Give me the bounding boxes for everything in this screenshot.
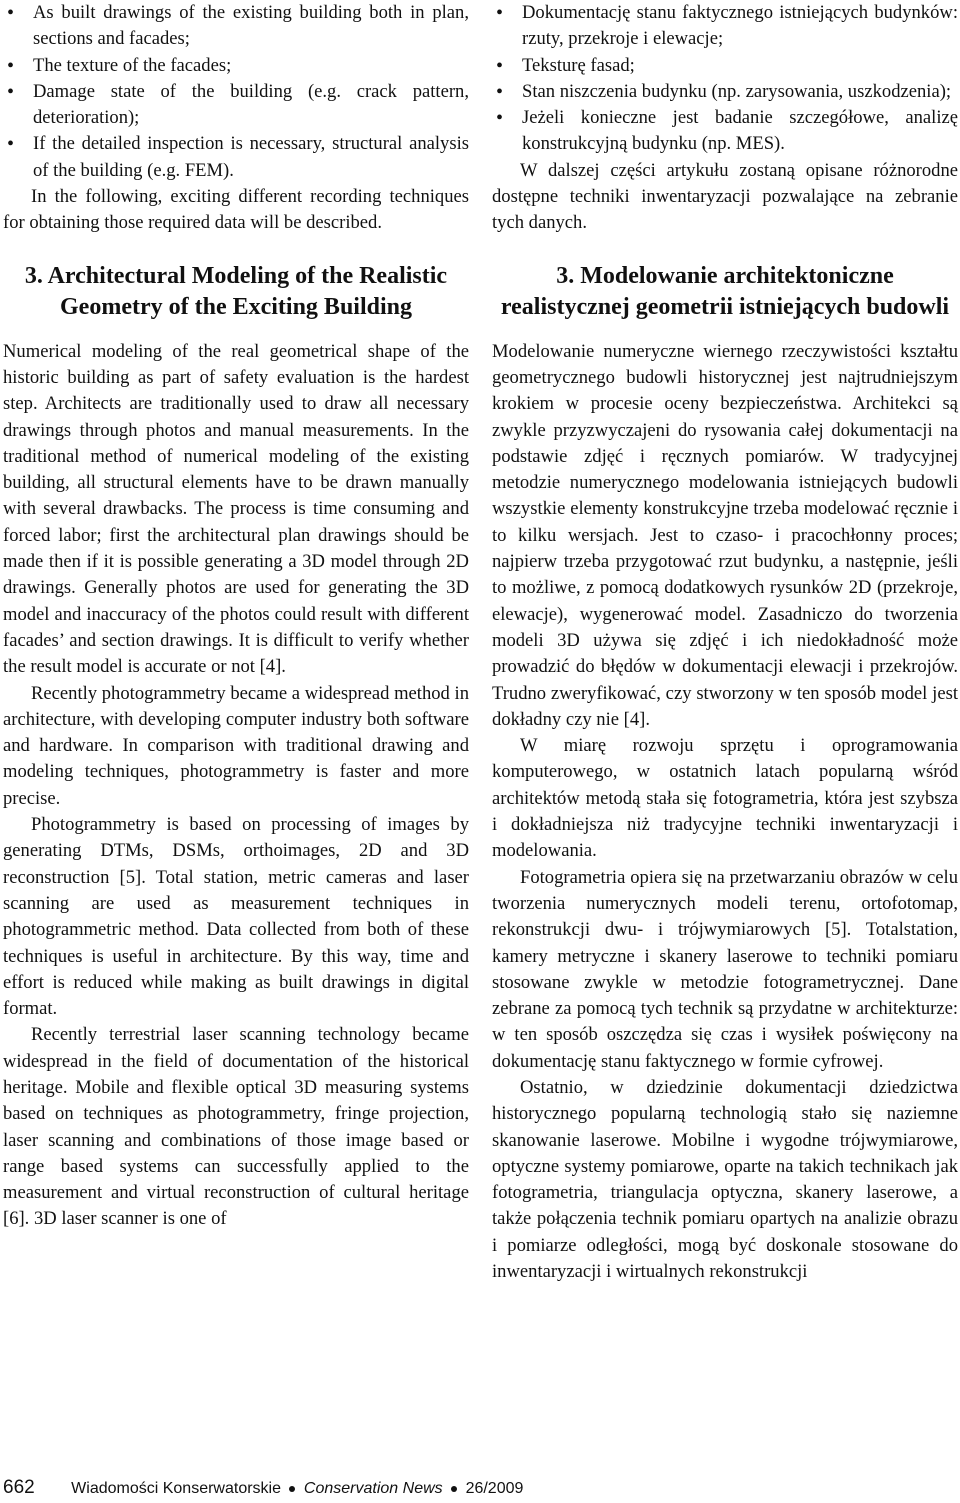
list-item: • Dokumentację stanu faktycznego istniejących budynków: rzuty, przekroje i elewacje; bbox=[492, 0, 958, 53]
page-number: 662 bbox=[3, 1477, 35, 1498]
list-item: • Teksturę fasad; bbox=[492, 53, 958, 79]
body-paragraph: Recently photogrammetry became a widespread method in architecture, with developing computer industry both software and hardware. In comparison with traditional drawing and modeling techniques, photogrammetry is faster and more precise. bbox=[3, 682, 469, 809]
separator-dot-icon bbox=[289, 1486, 295, 1492]
page-footer bbox=[3, 1478, 523, 1499]
body-paragraph: Photogrammetry is based on processing of images by generating DTMs, DSMs, orthoimages, 2D and 3D reconstruction [5]. Total station, metric cameras and laser scanning are used as measurement techniques in photogrammetric method. Data collected from both of these techniques is useful in architecture. By this way, time and effort is reduced while making as built drawings in digital format. bbox=[3, 814, 469, 1020]
list-item: • Stan niszczenia budynku (np. zarysowania, uszkodzenia); bbox=[492, 79, 958, 105]
body-paragraph: Recently terrestrial laser scanning technology became widespread in the field of documentation of the historical heritage. Mobile and flexible optical 3D measuring systems based on techniques as photogrammetry, fringe projection, laser scanning and combinations of those image based or range based systems can successfully applied to the measurement and virtual reconstruction of cultural heritage [6]. 3D laser scanner is one of bbox=[3, 1024, 469, 1230]
issue-number: 26/2009 bbox=[465, 1480, 524, 1497]
list-item: • Damage state of the building (e.g. crack pattern, deterioration); bbox=[3, 79, 469, 132]
right-bullet-list bbox=[492, 0, 958, 158]
list-item: • As built drawings of the existing building both in plan, sections and facades; bbox=[3, 0, 469, 53]
list-item: • Jeżeli konieczne jest badanie szczegółowe, analizę konstrukcyjną budynku (np. MES). bbox=[492, 105, 958, 158]
left-column-english bbox=[3, 0, 469, 1233]
right-column-polish bbox=[492, 0, 958, 1285]
section-heading: 3. Modelowanie architektoniczne realistycznej geometrii istniejących budowli bbox=[500, 262, 950, 320]
intro-paragraph: In the following, exciting different recording techniques for obtaining those required data will be described. bbox=[3, 186, 469, 234]
left-bullet-list bbox=[3, 0, 469, 184]
list-item: • If the detailed inspection is necessary, structural analysis of the building (e.g. FEM). bbox=[3, 131, 469, 184]
section-heading: 3. Architectural Modeling of the Realistic Geometry of the Exciting Building bbox=[24, 262, 448, 320]
journal-title-english: Conservation News bbox=[303, 1480, 443, 1497]
body-paragraph: Fotogrametria opiera się na przetwarzaniu obrazów w celu tworzenia numerycznych modeli terenu, ortofotomap, rekonstrukcji dwu- i trójwymiarowych [5]. Totalstation, kamery metryczne i skanery laserowe to techniki pomiaru stosowane zwykle w metodzie fotogrametrycznej. Dane zebrane za pomocą tych technik są przydatne w architekturze: w ten sposób oszczędza się czas i wysiłek poświęcony na dokumentację stanu faktycznego w formie cyfrowej. bbox=[492, 866, 958, 1072]
body-paragraph: Numerical modeling of the real geometrical shape of the historic building as part of safety evaluation is the hardest step. Architects are traditionally used to draw all necessary drawings through photos and manual measurements. In the traditional method of numerical modeling of the existing building, all structural elements have to be drawn manually with several drawbacks. The process is time consuming and forced labor; first the architectural plan drawings should be made then if it is possible generating a 3D model through 2D drawings. Generally photos are used for generating the 3D model and inaccuracy of the photos could result with different facades’ and section drawings. It is difficult to verify whether the result model is accurate or not [4]. bbox=[3, 340, 469, 678]
body-paragraph: W miarę rozwoju sprzętu i oprogramowania komputerowego, w ostatnich latach popularną wśród architektów metodą stała się fotogrametria, która jest szybsza i dokładniejsza niż tradycyjne techniki inwentaryzacji i modelowania. bbox=[492, 735, 958, 862]
intro-paragraph: W dalszej części artykułu zostaną opisane różnorodne dostępne techniki inwentaryzacji pozwalające na zebranie tych danych. bbox=[492, 159, 958, 234]
separator-dot-icon bbox=[451, 1486, 457, 1492]
body-paragraph: Ostatnio, w dziedzinie dokumentacji dziedzictwa historycznego popularną technologią stało się naziemne skanowanie laserowe. Mobilne i wygodne trójwymiarowe, optyczne systemy pomiarowe, oparte na takich technikach jak fotogrametria, triangulacja optyczna, skanery laserowe, a także połączenia technik pomiaru opartych na analizie obrazu i pomiarze odległości, mogą być doskonale stosowane do inwentaryzacji i wirtualnych rekonstrukcji bbox=[492, 1076, 958, 1283]
list-item: • The texture of the facades; bbox=[3, 53, 469, 79]
journal-title-polish: Wiadomości Konserwatorskie bbox=[71, 1480, 282, 1497]
body-paragraph: Modelowanie numeryczne wiernego rzeczywistości kształtu geometrycznego budowli historycznej jest najtrudniejszym krokiem w procesie oceny bezpieczeństwa. Architekci są zwykle przyzwyczajeni do rysowania całej dokumentacji na podstawie zdjęć i ręcznych pomiarów. W tradycyjnej metodzie numerycznego modelowania istniejących budowli wszystkie elementy konstrukcyjne trzeba modelować ręcznie i to kilku wersjach. Jest to czaso- i pracochłonny proces; najpierw trzeba przygotować rzut budynku, a następnie, jeśli to możliwe, z pomocą dodatkowych rysunków 2D (przekroje, elewacje), wygenerować model. Zasadniczo do tworzenia modeli 3D używa się zdjęć i ich niedokładność może prowadzić do błędów w dokumentacji elewacji i przekrojów. Trudno zweryfikować, czy stworzony w ten sposób model jest dokładny czy nie [4]. bbox=[492, 340, 958, 730]
